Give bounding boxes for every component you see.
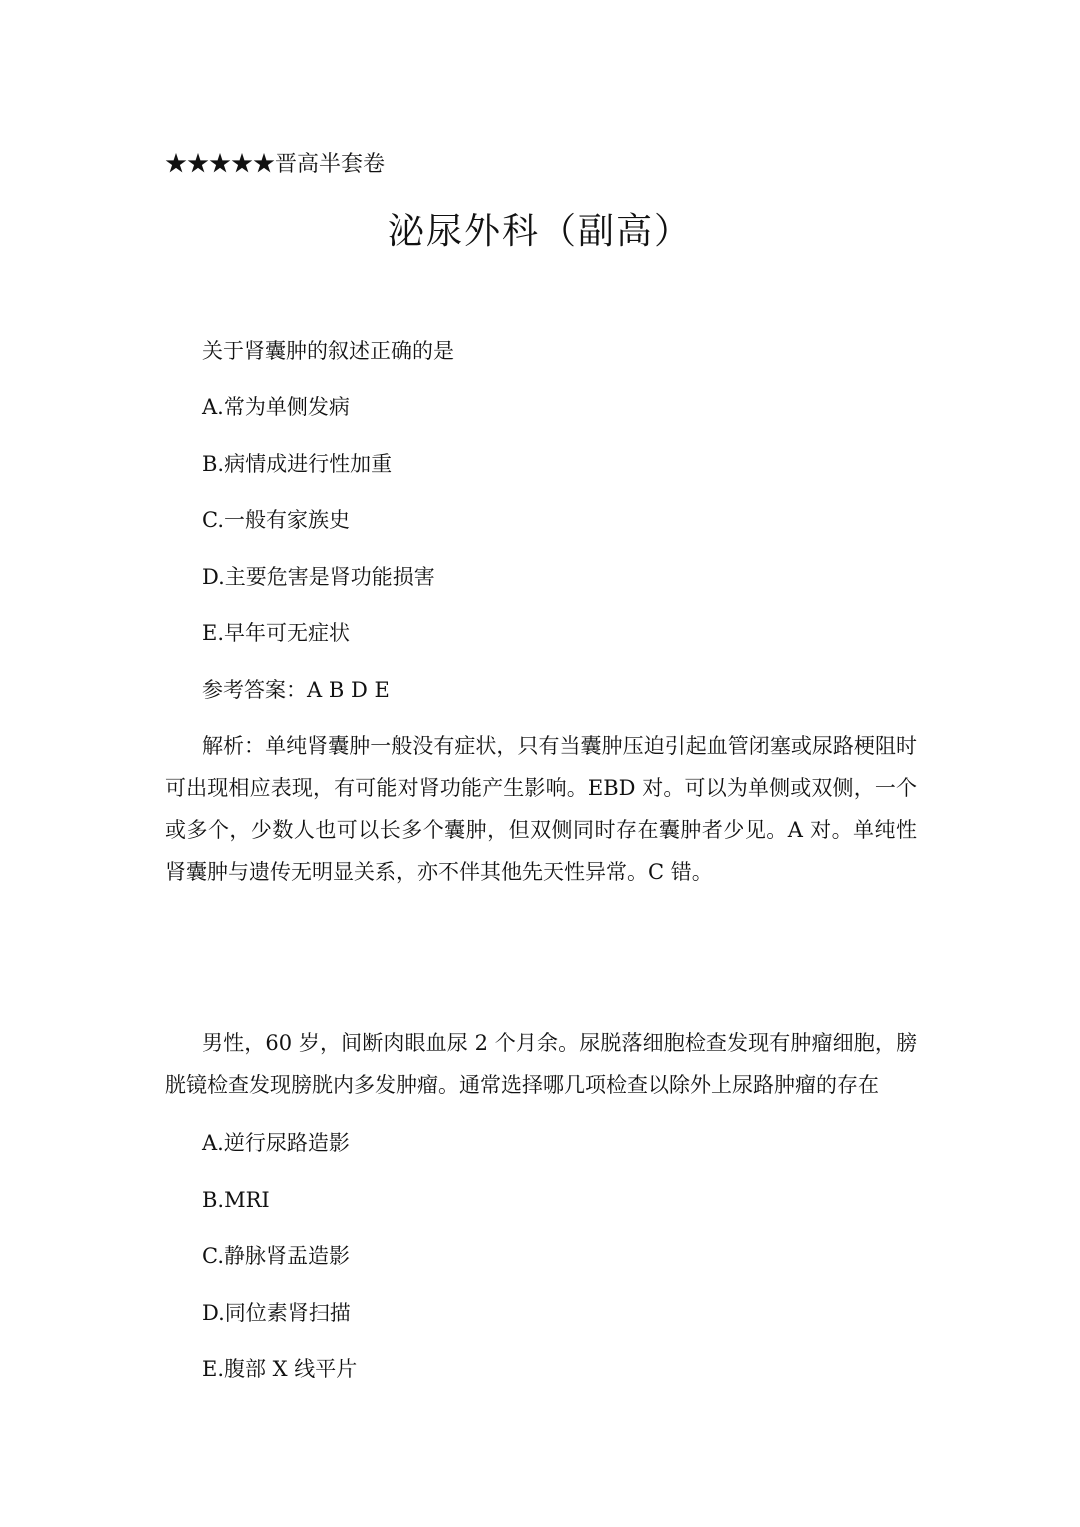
exam-tag: ★★★★★晋高半套卷 [165, 152, 386, 177]
q2-option-b: B.MRI [202, 1188, 270, 1212]
q1-option-c: C.一般有家族史 [202, 508, 350, 532]
question-1-stem [165, 334, 917, 368]
q1-analysis [165, 725, 917, 893]
question-stem-text: 关于肾囊肿的叙述正确的是 [202, 339, 454, 363]
question-2-stem [165, 1022, 917, 1106]
q1-option-a: A.常为单侧发病 [202, 395, 350, 419]
q2-option-c: C.静脉肾盂造影 [202, 1244, 350, 1268]
q2-option-a: A.逆行尿路造影 [202, 1131, 350, 1155]
q2-option-e: E.腹部 X 线平片 [202, 1357, 358, 1381]
q1-option-d: D.主要危害是肾功能损害 [202, 565, 435, 589]
page-title: 泌尿外科（副高） [387, 211, 692, 252]
analysis-text: 解析：单纯肾囊肿一般没有症状，只有当囊肿压迫引起血管闭塞或尿路梗阻时可出现相应表现，有可能对肾功能产生影响。EBD 对。可以为单侧或双侧，一个或多个，少数人也可以长多个囊肿，但双侧同时存在囊肿者少见。A 对。单纯性肾囊肿与遗传无明显关系，亦不伴其他先天性异常。C 错。 [165, 734, 917, 884]
q1-answer: 参考答案：A B D E [202, 678, 390, 702]
q2-option-d: D.同位素肾扫描 [202, 1301, 351, 1325]
question-stem-text: 男性，60 岁，间断肉眼血尿 2 个月余。尿脱落细胞检查发现有肿瘤细胞，膀胱镜检查发现膀胱内多发肿瘤。通常选择哪几项检查以除外上尿路肿瘤的存在 [165, 1031, 917, 1097]
q1-option-e: E.早年可无症状 [202, 621, 351, 645]
q1-option-b: B.病情成进行性加重 [202, 452, 393, 476]
